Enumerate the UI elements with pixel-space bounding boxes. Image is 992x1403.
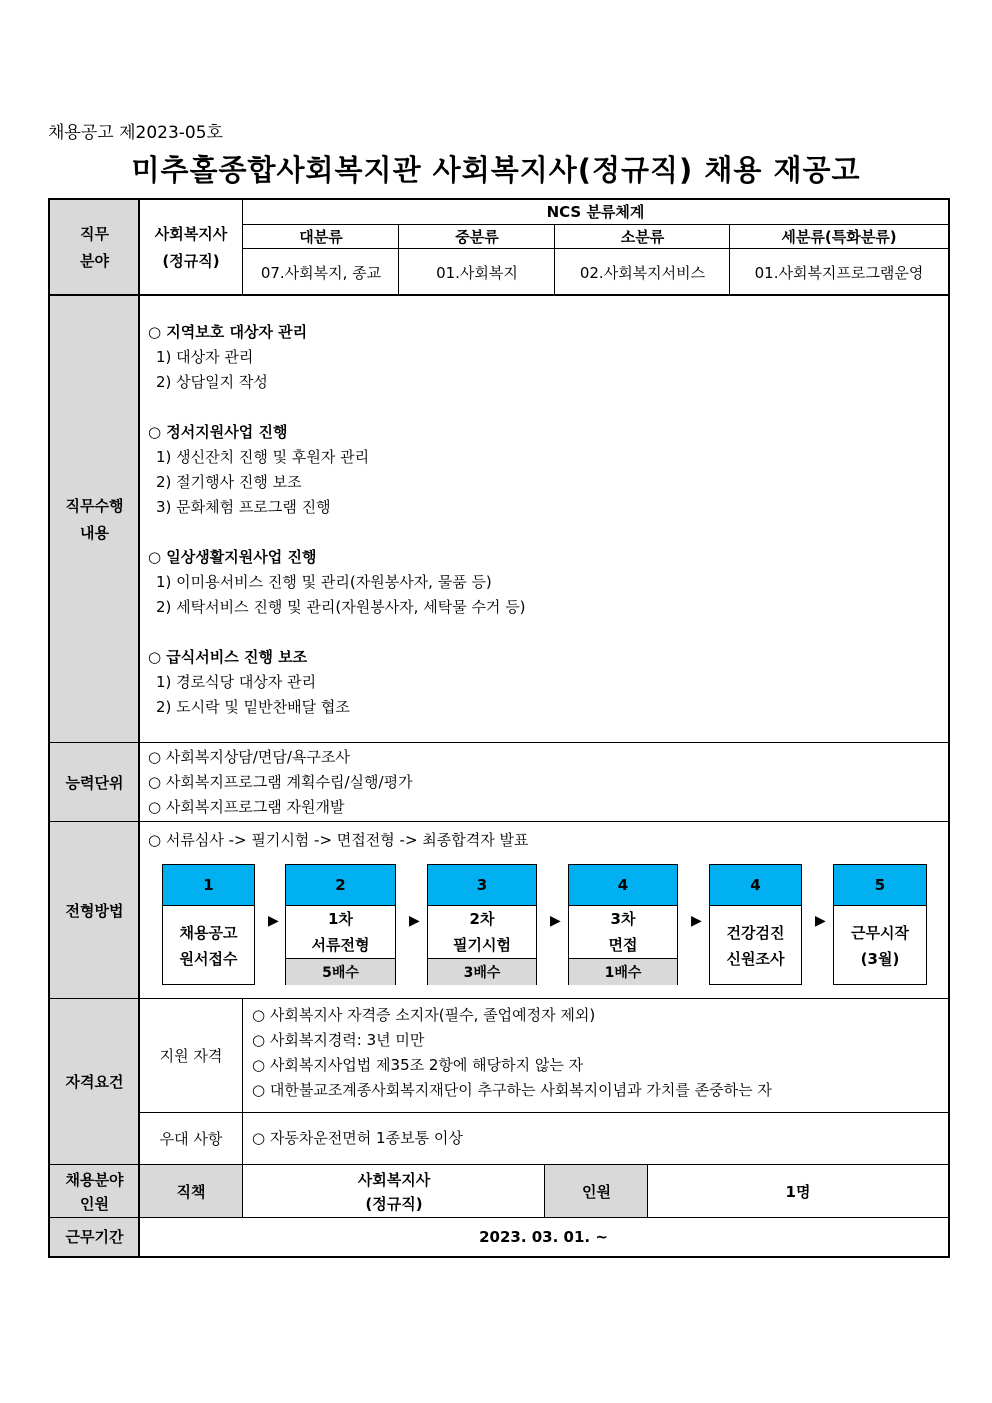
ncs-header: NCS 분류체계	[546, 203, 645, 221]
job-position-1: 사회복지사	[154, 225, 228, 243]
step-subtitle: 필기시험	[453, 936, 511, 954]
role-value-1: 사회복지사	[357, 1170, 431, 1189]
duty-item: 1) 이미용서비스 진행 및 관리(자원봉사자, 물품 등)	[156, 573, 492, 591]
job-field-label-1: 직무	[80, 225, 109, 243]
duty-item: 2) 세탁서비스 진행 및 관리(자원봉사자, 세탁물 수거 등)	[156, 598, 526, 616]
qualification-item: ○ 대한불교조계종사회복지재단이 추구하는 사회복지이념과 가치를 존중하는 자	[252, 1081, 772, 1099]
job-position	[139, 200, 243, 296]
duty-item: 3) 문화체험 프로그램 진행	[156, 498, 331, 516]
qualification-item: ○ 사회복지사업법 제35조 2항에 해당하지 않는 자	[252, 1056, 584, 1074]
selection-summary	[148, 828, 529, 853]
job-field-label-2: 분야	[80, 252, 109, 270]
step-interview	[568, 864, 678, 985]
step-number: 4	[569, 865, 677, 906]
ncs-value-middle: 01.사회복지	[436, 263, 518, 282]
competency-item: ○ 사회복지프로그램 자원개발	[148, 798, 345, 816]
duty-item: 1) 대상자 관리	[156, 348, 254, 366]
competency-list	[148, 745, 413, 820]
qualification-label: 자격요건	[50, 999, 139, 1165]
duty-group-title: ○ 정서지원사업 진행	[148, 423, 288, 441]
step-title: 근무시작	[851, 923, 909, 942]
count-label: 인원	[545, 1165, 648, 1218]
step-title: 2차	[469, 910, 495, 928]
preference-item: ○ 자동차운전면허 1종보통 이상	[252, 1129, 463, 1147]
competency-item: ○ 사회복지프로그램 계획수립/실행/평가	[148, 773, 413, 791]
preference-label: 우대 사항	[159, 1130, 223, 1148]
ncs-col-minor: 소분류	[620, 227, 665, 246]
step-written-exam	[427, 864, 537, 985]
arrow-icon: ▶	[409, 913, 420, 929]
job-field-label	[50, 200, 139, 296]
duty-item: 1) 경로식당 대상자 관리	[156, 673, 317, 691]
step-number: 2	[286, 865, 395, 906]
hiring-label-2: 인원	[80, 1194, 109, 1213]
duty-group-title: ○ 일상생활지원사업 진행	[148, 548, 317, 566]
hiring-label	[50, 1165, 139, 1218]
duties-label-2: 내용	[80, 523, 109, 542]
apply-qualification-list	[252, 1003, 772, 1103]
duties-content	[148, 320, 526, 720]
duty-item: 2) 상담일지 작성	[156, 373, 268, 391]
job-position-2: (정규직)	[162, 252, 220, 270]
duty-item: 2) 절기행사 진행 보조	[156, 473, 302, 491]
ncs-col-major: 대분류	[299, 227, 343, 246]
period-label: 근무기간	[50, 1218, 139, 1256]
notice-number: 채용공고 제2023-05호	[48, 123, 223, 143]
arrow-icon: ▶	[550, 913, 561, 929]
step-subtitle: 면접	[608, 936, 638, 954]
role-label: 직책	[139, 1165, 243, 1218]
step-document-screening	[285, 864, 396, 985]
step-health-check	[709, 864, 802, 985]
ncs-value-minor: 02.사회복지서비스	[579, 263, 706, 282]
hiring-label-1: 채용분야	[65, 1170, 124, 1189]
duty-group-title: ○ 지역보호 대상자 관리	[148, 323, 308, 341]
step-subtitle: (3월)	[860, 949, 900, 968]
step-title: 3차	[610, 910, 636, 928]
arrow-icon: ▶	[691, 913, 702, 929]
role-value-2: (정규직)	[365, 1194, 423, 1213]
step-title: 건강검진	[726, 923, 785, 942]
page-title: 미추홀종합사회복지관 사회복지사(정규직) 채용 재공고	[131, 153, 861, 187]
ncs-value-major: 07.사회복지, 종교	[260, 263, 382, 282]
step-application	[162, 864, 255, 985]
step-start-work	[833, 864, 927, 985]
duty-item: 1) 생신잔치 진행 및 후원자 관리	[156, 448, 370, 466]
selection-summary-text: ○ 서류심사 -> 필기시험 -> 면접전형 -> 최종합격자 발표	[148, 831, 529, 849]
step-number: 5	[834, 865, 926, 906]
competency-item: ○ 사회복지상담/면담/욕구조사	[148, 748, 350, 766]
duty-item: 2) 도시락 및 밑반찬배달 협조	[156, 698, 350, 716]
ncs-value-detail: 01.사회복지프로그램운영	[754, 263, 924, 282]
count-value: 1명	[785, 1182, 811, 1201]
step-multiplier: 5배수	[286, 958, 395, 985]
period-value: 2023. 03. 01. ~	[479, 1228, 608, 1246]
duties-label-1: 직무수행	[65, 496, 124, 515]
step-number: 1	[163, 865, 254, 906]
apply-qualification-label: 지원 자격	[159, 1047, 223, 1065]
ncs-col-detail: 세분류(특화분류)	[781, 227, 897, 246]
step-number: 3	[428, 865, 536, 906]
step-title: 1차	[328, 910, 353, 928]
arrow-icon: ▶	[815, 913, 826, 929]
qualification-item: ○ 사회복지경력: 3년 미만	[252, 1031, 425, 1049]
arrow-icon: ▶	[268, 913, 279, 929]
ncs-col-middle: 중분류	[455, 227, 499, 246]
step-multiplier: 1배수	[569, 958, 677, 985]
duties-label	[50, 296, 139, 743]
step-title: 채용공고	[179, 923, 238, 942]
step-subtitle: 신원조사	[726, 949, 785, 968]
selection-label: 전형방법	[50, 822, 139, 999]
step-number: 4	[710, 865, 801, 906]
role-value	[243, 1165, 545, 1218]
step-multiplier: 3배수	[428, 958, 536, 985]
duty-group-title: ○ 급식서비스 진행 보조	[148, 648, 308, 666]
step-subtitle: 원서접수	[179, 949, 238, 968]
preference-list	[252, 1126, 463, 1151]
competency-label: 능력단위	[50, 743, 139, 822]
qualification-item: ○ 사회복지사 자격증 소지자(필수, 졸업예정자 제외)	[252, 1006, 596, 1024]
step-subtitle: 서류전형	[311, 936, 370, 954]
